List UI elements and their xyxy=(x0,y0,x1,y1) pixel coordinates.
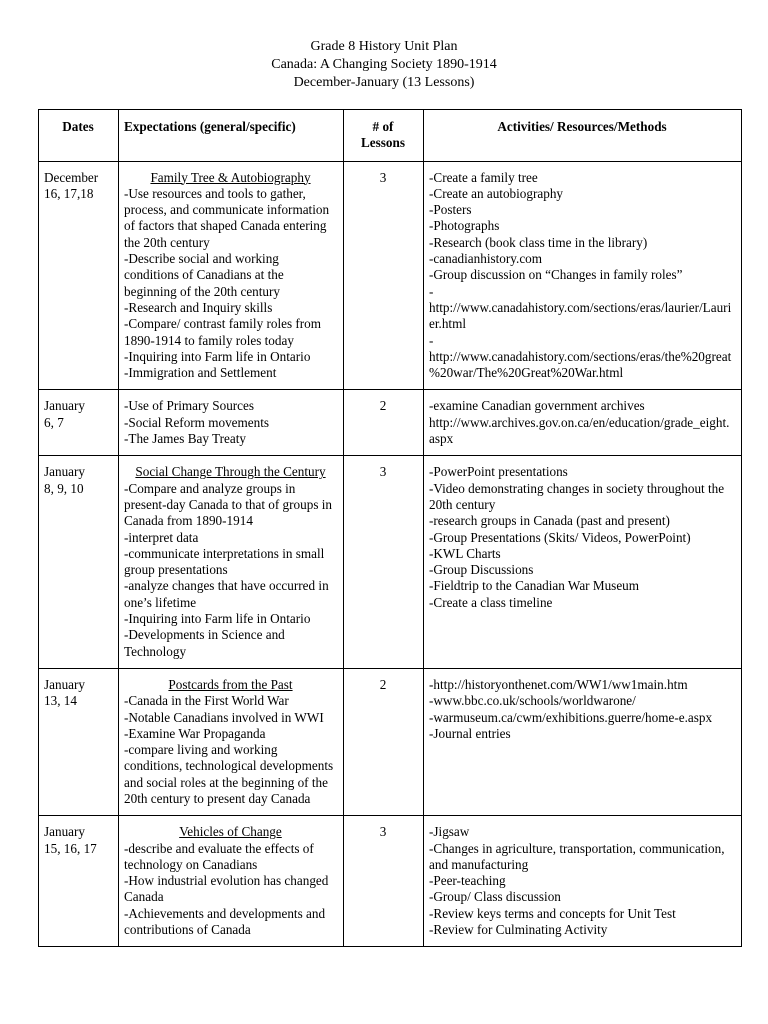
activity-item: -www.bbc.co.uk/schools/worldwarone/ xyxy=(429,693,636,709)
expectations-cell xyxy=(119,161,344,390)
activities-cell xyxy=(424,390,742,456)
lessons-count: 3 xyxy=(344,456,424,669)
lessons-count: 2 xyxy=(344,668,424,815)
expectation-item: -compare living and working conditions, technological developments and social roles at the beginning of the 20th century to present day Canada xyxy=(124,742,334,806)
expectation-item: -Notable Canadians involved in WWI xyxy=(124,709,324,725)
activity-item: -Group Presentations (Skits/ Videos, PowerPoint) xyxy=(429,529,691,545)
dates-header: Dates xyxy=(39,110,119,162)
expectations-cell xyxy=(119,816,344,947)
date-line: 13, 14 xyxy=(44,693,77,709)
lessons-count: 2 xyxy=(344,390,424,456)
dates-cell xyxy=(39,668,119,815)
expectation-item: -Achievements and developments and contributions of Canada xyxy=(124,905,326,938)
subtitle-line: Canada: A Changing Society 1890-1914 xyxy=(271,57,497,72)
expectation-item: -Immigration and Settlement xyxy=(124,365,277,381)
expectation-item: -describe and evaluate the effects of technology on Canadians xyxy=(124,840,314,872)
activity-item: -http://historyonthenet.com/WW1/ww1main.htm xyxy=(429,676,688,692)
activity-item: -Group Discussions xyxy=(429,562,534,578)
lessons-count: 3 xyxy=(344,816,424,947)
activity-item: -Review keys terms and concepts for Unit Test xyxy=(429,905,676,921)
expectation-item: -Research and Inquiry skills xyxy=(124,299,273,315)
document-header xyxy=(0,38,768,92)
activities-cell xyxy=(424,816,742,947)
expectation-item: -Compare and analyze groups in present-day Canada to that of groups in Canada from 1890-1914 xyxy=(124,480,333,529)
date-line: January xyxy=(44,464,86,480)
activity-item: -KWL Charts xyxy=(429,545,501,561)
date-line: 16, 17,18 xyxy=(44,185,94,201)
expectation-item: -interpret data xyxy=(124,529,199,545)
activity-item: -Jigsaw xyxy=(429,824,470,840)
expectations-cell xyxy=(119,668,344,815)
date-range-line: December-January (13 Lessons) xyxy=(293,75,475,90)
lessons-header-line1: # of xyxy=(372,119,394,134)
date-line: January xyxy=(44,676,86,692)
lessons-count: 3 xyxy=(344,161,424,390)
table-row xyxy=(39,390,742,456)
activity-item: -examine Canadian government archives xyxy=(429,398,645,414)
expectation-item: -Use resources and tools to gather, process, and communicate information of factors that shaped Canada entering the 20th century xyxy=(124,185,330,250)
activity-item: -Group/ Class discussion xyxy=(429,889,561,905)
activity-item: -Create a class timeline xyxy=(429,594,553,610)
table-row xyxy=(39,161,742,390)
expectation-item: -Developments in Science and Technology xyxy=(124,627,285,659)
expectations-cell xyxy=(119,456,344,669)
expectation-item: -Canada in the First World War xyxy=(124,693,289,709)
activity-item: -warmuseum.ca/cwm/exhibitions.guerre/home-e.aspx xyxy=(429,709,713,725)
activity-item: - xyxy=(429,283,434,299)
title-line: Grade 8 History Unit Plan xyxy=(310,39,458,54)
activity-item: -Photographs xyxy=(429,218,500,234)
topic-title: Vehicles of Change xyxy=(179,824,282,840)
date-line: January xyxy=(44,398,86,414)
activities-cell xyxy=(424,668,742,815)
table-row xyxy=(39,668,742,815)
expectation-item: -Inquiring into Farm life in Ontario xyxy=(124,611,311,627)
expectation-item: -Inquiring into Farm life in Ontario xyxy=(124,348,311,364)
dates-cell xyxy=(39,816,119,947)
activity-item: -Create an autobiography xyxy=(429,185,564,201)
activity-item: -Changes in agriculture, transportation, communication, and manufacturing xyxy=(429,840,725,872)
expectations-header: Expectations (general/specific) xyxy=(119,110,344,162)
expectation-item: -How industrial evolution has changed Canada xyxy=(124,873,329,905)
activity-item: -Posters xyxy=(429,202,472,218)
activity-item: -Create a family tree xyxy=(429,169,538,185)
date-line: 15, 16, 17 xyxy=(44,840,97,856)
expectation-item: -The James Bay Treaty xyxy=(124,431,246,447)
dates-cell xyxy=(39,161,119,390)
activity-item: - xyxy=(429,332,434,348)
activity-item: -canadianhistory.com xyxy=(429,251,543,267)
activity-item: -Group discussion on “Changes in family roles” xyxy=(429,267,683,283)
activity-item: http://www.canadahistory.com/sections/eras/laurier/Laurier.html xyxy=(429,299,732,332)
table-row xyxy=(39,456,742,669)
date-line: January xyxy=(44,824,86,840)
activities-header: Activities/ Resources/Methods xyxy=(424,110,742,162)
activity-item: -Research (book class time in the library) xyxy=(429,234,648,250)
activity-item: http://www.archives.gov.on.ca/en/education/grade_eight.aspx xyxy=(429,414,730,447)
activity-item: http://www.canadahistory.com/sections/eras/the%20great%20war/The%20Great%20War.html xyxy=(429,348,732,381)
dates-cell xyxy=(39,456,119,669)
expectation-item: -Compare/ contrast family roles from 1890-1914 to family roles today xyxy=(124,316,322,348)
activity-item: -Journal entries xyxy=(429,725,511,741)
activity-item: -Fieldtrip to the Canadian War Museum xyxy=(429,578,640,594)
expectations-cell xyxy=(119,390,344,456)
dates-cell xyxy=(39,390,119,456)
table-header-row xyxy=(39,110,742,162)
date-line: December xyxy=(44,169,99,185)
table-row xyxy=(39,816,742,947)
expectation-item: -Examine War Propaganda xyxy=(124,725,266,741)
topic-title: Family Tree & Autobiography xyxy=(150,169,311,185)
expectation-item: -Describe social and working conditions of Canadians at the beginning of the 20th century xyxy=(124,251,284,299)
date-line: 8, 9, 10 xyxy=(44,480,84,496)
expectation-item: -communicate interpretations in small group presentations xyxy=(124,545,325,578)
activities-cell xyxy=(424,456,742,669)
activity-item: -PowerPoint presentations xyxy=(429,464,568,480)
date-line: 6, 7 xyxy=(44,414,64,430)
expectation-item: -analyze changes that have occurred in one’s lifetime xyxy=(124,578,329,610)
activity-item: -Peer-teaching xyxy=(429,873,506,889)
activities-cell xyxy=(424,161,742,390)
activity-item: -Review for Culminating Activity xyxy=(429,922,608,938)
activity-item: -research groups in Canada (past and present) xyxy=(429,513,670,529)
expectation-item: -Use of Primary Sources xyxy=(124,398,255,414)
topic-title: Social Change Through the Century xyxy=(135,464,326,480)
topic-title: Postcards from the Past xyxy=(168,676,293,692)
expectation-item: -Social Reform movements xyxy=(124,414,270,430)
lessons-header xyxy=(344,110,424,162)
unit-plan-table xyxy=(38,109,742,947)
activity-item: -Video demonstrating changes in society throughout the 20th century xyxy=(429,480,725,512)
lessons-header-line2: Lessons xyxy=(361,135,405,151)
